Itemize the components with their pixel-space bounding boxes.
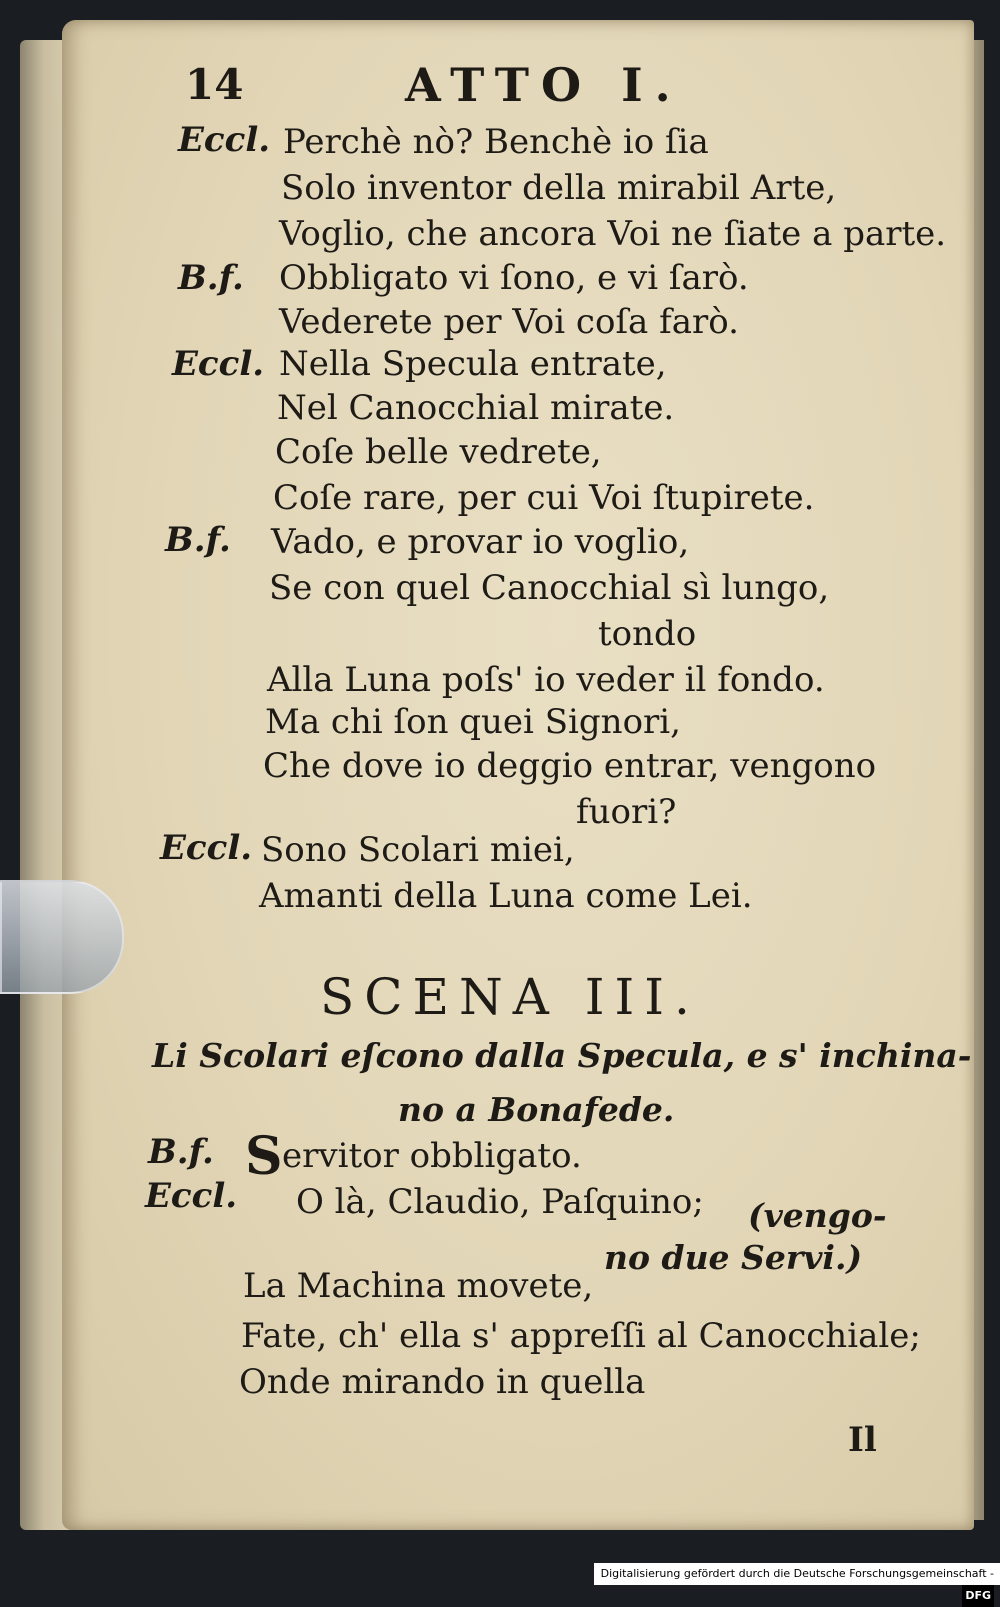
- verse-line: Vederete per Voi coſa farò.: [279, 302, 739, 342]
- verse-line: Nel Canocchial mirate.: [277, 388, 675, 428]
- speaker-label: B.f.: [165, 520, 231, 560]
- verse-line: Nella Specula entrate,: [279, 344, 667, 384]
- verse-line: Se con quel Canocchial sì lungo,: [269, 568, 830, 608]
- verse-line-turnover: fuori?: [576, 792, 677, 832]
- verse-line: Voglio, che ancora Voi ne ſiate a parte.: [279, 214, 947, 254]
- verse-line: Fate, ch' ella s' appreſſi al Canocchiale;: [241, 1316, 921, 1356]
- verse-line: Sono Scolari miei,: [261, 830, 575, 870]
- verse-line: O là, Claudio, Paſquino;: [296, 1182, 704, 1222]
- scene-title: SCENA III.: [320, 968, 700, 1026]
- verse-line: Solo inventor della mirabil Arte,: [281, 168, 837, 208]
- verse-line: Alla Luna poſs' io veder il fondo.: [267, 660, 825, 700]
- verse-line: Vado, e provar io voglio,: [271, 522, 690, 562]
- speaker-label: Eccl.: [178, 120, 271, 160]
- digitization-footer: [594, 1563, 1000, 1602]
- speaker-label: Eccl.: [145, 1176, 238, 1216]
- verse-line: Perchè nò? Benchè io ſia: [283, 122, 709, 162]
- verse-line: Obbligato vi ſono, e vi ſarò.: [279, 258, 749, 298]
- aside-direction: (vengo-: [748, 1196, 887, 1235]
- initial-letter: S: [245, 1126, 283, 1187]
- speaker-label: Eccl.: [160, 828, 253, 868]
- verse-line: Coſe rare, per cui Voi ſtupirete.: [273, 478, 815, 518]
- running-header: ATTO I.: [405, 58, 683, 112]
- verse-line: Coſe belle vedrete,: [275, 432, 602, 472]
- page-clip: [0, 880, 124, 994]
- stage-direction: no a Bonafede.: [398, 1090, 675, 1129]
- footer-text: Digitalisierung gefördert durch die Deutsche Forschungsgemeinschaft -: [600, 1567, 994, 1580]
- verse-line-turnover: tondo: [598, 614, 697, 654]
- verse-line: Che dove io deggio entrar, vengono: [263, 746, 877, 786]
- speaker-label: Eccl.: [172, 344, 265, 384]
- verse-line: Ma chi ſon quei Signori,: [265, 702, 681, 742]
- dfg-logo: DFG: [962, 1585, 994, 1607]
- page-number: 14: [185, 60, 244, 109]
- verse-line: ervitor obbligato.: [282, 1136, 582, 1176]
- speaker-label: B.f.: [148, 1132, 214, 1172]
- verse-line: Amanti della Luna come Lei.: [259, 876, 753, 916]
- catchword: Il: [848, 1420, 877, 1460]
- aside-direction: no due Servi.): [604, 1238, 863, 1277]
- speaker-label: B.f.: [178, 258, 244, 298]
- stage-direction: Li Scolari eſcono dalla Specula, e s' inchina-: [152, 1036, 972, 1075]
- verse-line: Onde mirando in quella: [239, 1362, 646, 1402]
- verse-line: La Machina movete,: [243, 1266, 594, 1306]
